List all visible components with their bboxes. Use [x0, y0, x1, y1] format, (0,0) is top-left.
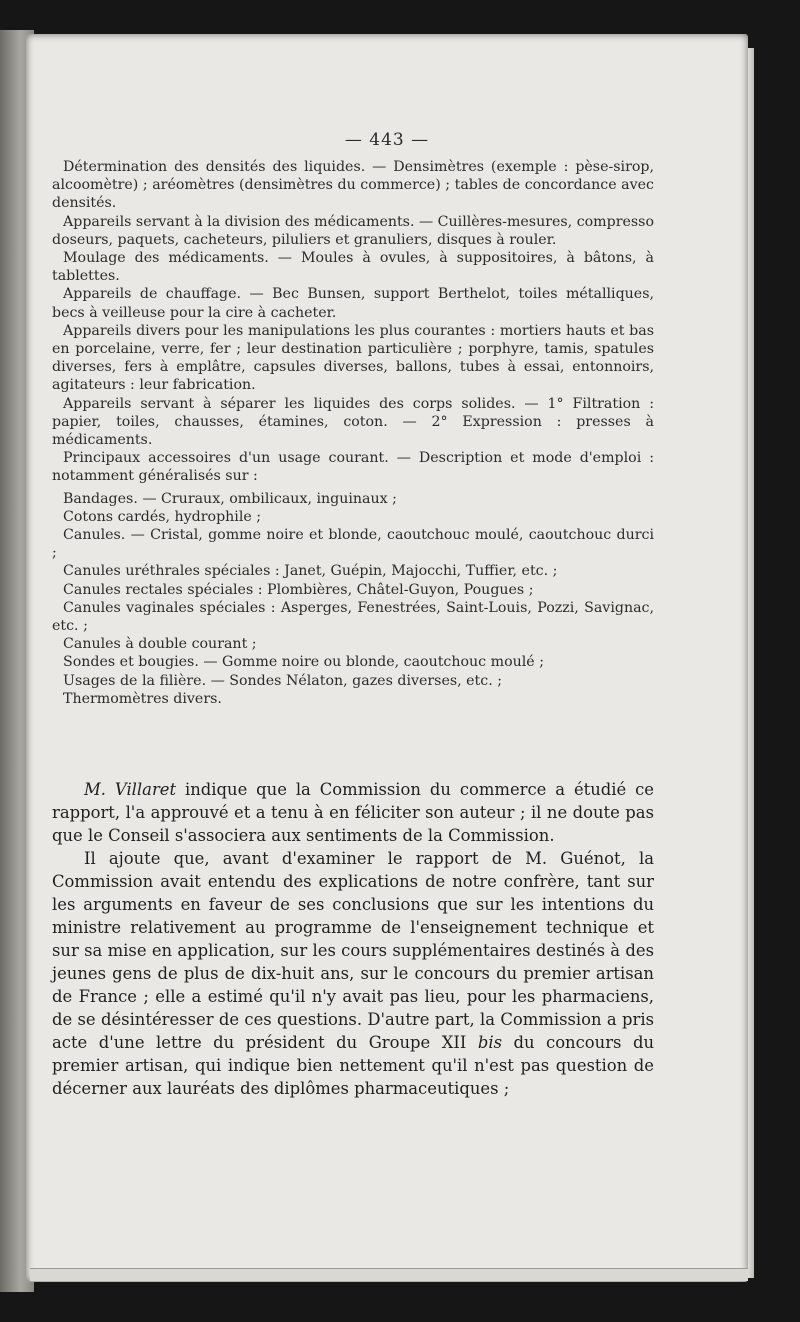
page-bottom-edge — [30, 1268, 748, 1281]
paragraph-commission-text-b: du concours du premier artisan, qui indique bien nettement qu'il n'est pas question de décerner aux lauréats des diplômes pharmaceutiques ; — [52, 1033, 655, 1098]
list-item: Cotons cardés, hydrophile ; — [63, 508, 262, 525]
book-page — [26, 34, 748, 1282]
italic-bis: bis — [477, 1033, 502, 1052]
paragraph-villaret — [52, 778, 654, 847]
speaker-name: M. Villaret — [84, 780, 177, 799]
list-item: Canules à double courant ; — [63, 636, 257, 653]
proceedings-text — [52, 778, 654, 1100]
list-item: Bandages. — Cruraux, ombilicaux, inguinaux ; — [63, 490, 397, 507]
list-paragraph-heating: Appareils de chauffage. — Bec Bunsen, support Berthelot, toiles métalliques, becs à veilleuse pour la cire à cacheter. — [52, 286, 654, 321]
list-paragraph-division: Appareils servant à la division des médicaments. — Cuillères-mesures, compresso doseurs, paquets, cacheteurs, piluliers et granuliers, disques à rouler. — [52, 213, 654, 248]
accessory-items-list — [52, 490, 654, 708]
list-item: Canules uréthrales spéciales : Janet, Guépin, Majocchi, Tuffier, etc. ; — [63, 563, 558, 580]
list-paragraph-accessories: Principaux accessoires d'un usage courant. — Description et mode d'emploi : notamment généralisés sur : — [52, 450, 654, 485]
paragraph-commission-text-a: Il ajoute que, avant d'examiner le rapport de M. Guénot, la Commission avait entendu des explications de notre confrère, tant sur les arguments en faveur de ses conclusions que sur les intentions du ministre relativement au programme de l'enseignement technique et sur sa mise en application, sur les cours supplémentaires destinés à des jeunes gens de plus de dix-huit ans, sur le concours du premier artisan de France ; elle a estimé qu'il n'y avait pas lieu, pour les pharmaciens, de se désintéresser de ces questions. D'autre part, la Commission a pris acte d'une lettre du président du Groupe XII — [52, 849, 654, 1052]
list-paragraph-densities: Détermination des densités des liquides. — Densimètres (exemple : pèse-sirop, alcoomètre) ; aréomètres (densimètres du commerce) ; tables de concordance avec densités. — [52, 159, 654, 212]
list-paragraph-separation: Appareils servant à séparer les liquides des corps solides. — 1° Filtration : papier, toiles, chausses, étamines, coton. — 2° Expression : presses à médicaments. — [52, 395, 654, 449]
list-item: Canules. — Cristal, gomme noire et blonde, caoutchouc moulé, caoutchouc durci ; — [52, 527, 654, 562]
paragraph-villaret-text: indique que la Commission du commerce a étudié ce rapport, l'a approuvé et a tenu à en féliciter son auteur ; il ne doute pas que le Conseil s'associera aux sentiments de la Commission. — [52, 780, 655, 845]
equipment-list-section — [52, 158, 654, 708]
list-item: Sondes et bougies. — Gomme noire ou blonde, caoutchouc moulé ; — [63, 654, 544, 671]
list-paragraph-moulding: Moulage des médicaments. — Moules à ovules, à suppositoires, à bâtons, à tablettes. — [52, 250, 654, 285]
list-item: Usages de la filière. — Sondes Nélaton, gazes diverses, etc. ; — [63, 672, 502, 689]
list-item: Canules rectales spéciales : Plombières, Châtel-Guyon, Pougues ; — [63, 581, 534, 598]
list-paragraph-manipulations: Appareils divers pour les manipulations les plus courantes : mortiers hauts et bas en porcelaine, verre, fer ; leur destination particulière ; porphyre, tamis, spatules diverses, fers à emplâtre, capsules diverses, ballons, tubes à essai, entonnoirs, agitateurs : leur fabrication. — [52, 322, 654, 394]
page-number: — 443 — — [344, 130, 430, 150]
list-item: Canules vaginales spéciales : Asperges, Fenestrées, Saint-Louis, Pozzi, Savignac, etc. ; — [52, 599, 654, 635]
paragraph-commission — [52, 847, 654, 1100]
list-item: Thermomètres divers. — [63, 690, 222, 707]
